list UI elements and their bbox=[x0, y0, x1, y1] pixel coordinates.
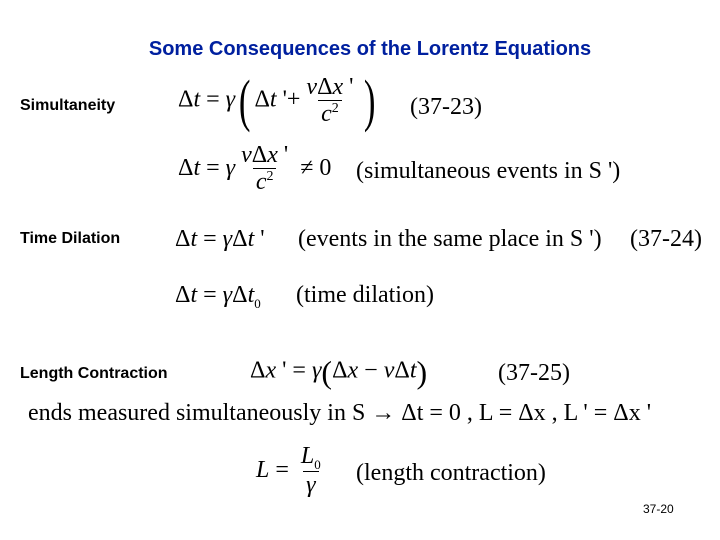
equation-simultaneity-nonzero: Δt = γ $\frac{\text{vΔx '}}{c^2}$ ≠ 0 bbox=[178, 142, 332, 196]
equation-time-dilation-proper: Δt = γΔt$_0$ bbox=[175, 282, 261, 311]
equation-number-37-25: (37-25) bbox=[498, 360, 570, 386]
equation-number-37-23: (37-23) bbox=[410, 94, 482, 120]
equation-time-dilation-prime: Δt = γΔt ' bbox=[175, 226, 265, 252]
page-title: Some Consequences of the Lorentz Equations bbox=[148, 38, 592, 60]
note-length-contraction: (length contraction) bbox=[356, 460, 546, 486]
label-length-contraction: Length Contraction bbox=[20, 365, 168, 382]
equation-37-23: Δt = γ( Δt '+ $\frac{\text{vΔx '}}{c^2}$ ) bbox=[178, 68, 375, 133]
label-simultaneity: Simultaneity bbox=[20, 97, 116, 114]
ends-measured-line: ends measured simultaneously in S → Δt = 0 , L = Δx , L ' = Δx ' bbox=[28, 400, 652, 426]
equation-number-37-24: (37-24) bbox=[630, 226, 702, 252]
label-time-dilation: Time Dilation bbox=[20, 230, 121, 247]
note-same-place: (events in the same place in S ') bbox=[298, 226, 602, 252]
equation-37-25: Δx ' = γ(Δx − vΔt) bbox=[250, 354, 428, 390]
note-simultaneous-events: (simultaneous events in S ') bbox=[356, 158, 621, 184]
page-number: 37-20 bbox=[643, 502, 674, 516]
note-time-dilation: (time dilation) bbox=[296, 282, 434, 308]
equation-length-contraction: L = $\frac{L_0}{\gamma}$ bbox=[256, 443, 321, 499]
